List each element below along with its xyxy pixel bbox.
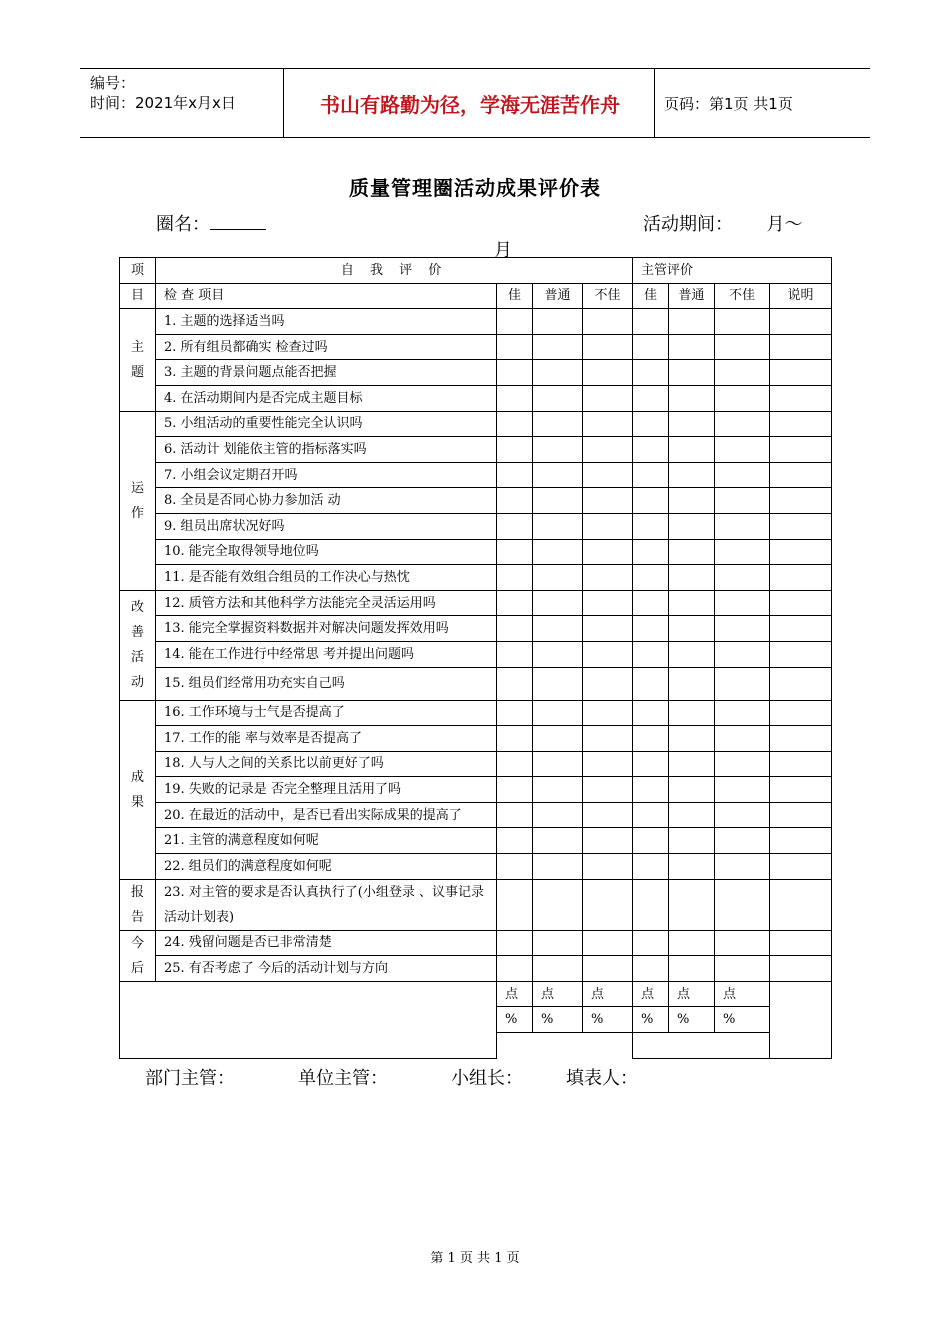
category-future (120, 930, 156, 981)
score-cell[interactable] (633, 930, 669, 956)
circle-name-blank (210, 211, 266, 230)
score-cell[interactable] (583, 411, 633, 437)
table-row (120, 956, 832, 982)
score-cell[interactable] (583, 828, 633, 854)
score-cell[interactable] (533, 930, 583, 956)
score-cell[interactable] (669, 828, 715, 854)
check-item: 13. 能完全掌握资料数据并对解决问题发挥效用吗 (156, 616, 497, 642)
score-cell[interactable] (633, 879, 669, 930)
score-cell[interactable] (583, 309, 633, 335)
table-row (120, 641, 832, 667)
score-cell[interactable] (533, 616, 583, 642)
score-cell[interactable] (583, 437, 633, 463)
check-item: 1. 主题的选择适当吗 (156, 309, 497, 335)
check-item: 22. 组员们的满意程度如何呢 (156, 854, 497, 880)
document-header (80, 68, 870, 138)
score-cell[interactable] (669, 667, 715, 700)
table-row (120, 879, 832, 930)
score-cell[interactable] (583, 565, 633, 591)
category-char: 善 (130, 625, 144, 641)
table-row (120, 802, 832, 828)
score-cell[interactable] (583, 590, 633, 616)
remark-cell[interactable] (770, 828, 832, 854)
score-cell[interactable] (669, 539, 715, 565)
score-cell[interactable] (583, 930, 633, 956)
category-char: 作 (130, 505, 144, 521)
score-cell[interactable] (583, 488, 633, 514)
score-cell[interactable] (669, 590, 715, 616)
remark-cell[interactable] (770, 309, 832, 335)
remark-cell[interactable] (770, 616, 832, 642)
score-cell[interactable] (497, 879, 533, 930)
check-item: 18. 人与人之间的关系比以前更好了吗 (156, 751, 497, 777)
table-row (120, 309, 832, 335)
period-month-start: 月～ (766, 214, 803, 235)
score-cell[interactable] (669, 437, 715, 463)
score-cell[interactable] (715, 385, 770, 411)
check-items-header: 检 查 项目 (156, 283, 497, 309)
page-footer: 第 1 页 共 1 页 (430, 1251, 520, 1266)
score-cell[interactable] (633, 956, 669, 982)
table-row (120, 462, 832, 488)
score-cell[interactable] (715, 726, 770, 752)
score-cell[interactable] (633, 777, 669, 803)
totals-blank (120, 981, 497, 1058)
table-row (120, 726, 832, 752)
check-item: 16. 工作环境与士气是否提高了 (156, 700, 497, 726)
activity-period-field (643, 210, 802, 236)
mgr-good-points[interactable]: 点 (633, 981, 669, 1007)
table-row (120, 437, 832, 463)
score-cell[interactable] (633, 565, 669, 591)
table-row (120, 930, 832, 956)
score-cell[interactable] (533, 590, 583, 616)
score-cell[interactable] (669, 385, 715, 411)
score-cell[interactable] (497, 385, 533, 411)
score-cell[interactable] (633, 488, 669, 514)
score-cell[interactable] (497, 641, 533, 667)
self-normal-points[interactable]: 点 (533, 981, 583, 1007)
category-char: 改 (130, 600, 144, 616)
score-cell[interactable] (715, 616, 770, 642)
score-cell[interactable] (669, 751, 715, 777)
score-cell[interactable] (715, 437, 770, 463)
score-cell[interactable] (497, 513, 533, 539)
score-cell[interactable] (633, 539, 669, 565)
project-header-bottom: 目 (120, 283, 156, 309)
score-cell[interactable] (669, 309, 715, 335)
table-row (120, 616, 832, 642)
remark-cell[interactable] (770, 930, 832, 956)
score-cell[interactable] (669, 854, 715, 880)
remark-cell[interactable] (770, 513, 832, 539)
score-cell[interactable] (669, 802, 715, 828)
time-label: 时间：2021年x月x日 (90, 94, 236, 112)
category-operation (120, 411, 156, 590)
score-cell[interactable] (583, 956, 633, 982)
category-char: 告 (130, 909, 144, 925)
score-cell[interactable] (669, 930, 715, 956)
score-cell[interactable] (533, 565, 583, 591)
score-cell[interactable] (669, 879, 715, 930)
remark-cell[interactable] (770, 488, 832, 514)
score-cell[interactable] (715, 411, 770, 437)
mgr-grade-normal: 普通 (669, 283, 715, 309)
category-report (120, 879, 156, 930)
score-cell[interactable] (669, 700, 715, 726)
score-cell[interactable] (533, 726, 583, 752)
score-cell[interactable] (533, 539, 583, 565)
self-good-percent[interactable]: % (497, 1007, 533, 1033)
score-cell[interactable] (633, 616, 669, 642)
category-char: 报 (130, 884, 144, 900)
score-cell[interactable] (533, 385, 583, 411)
activity-period-label: 活动期间： (643, 214, 733, 235)
score-cell[interactable] (715, 802, 770, 828)
score-cell[interactable] (497, 462, 533, 488)
score-cell[interactable] (497, 777, 533, 803)
table-row (120, 488, 832, 514)
score-cell[interactable] (583, 751, 633, 777)
score-cell[interactable] (533, 777, 583, 803)
score-cell[interactable] (497, 539, 533, 565)
table-row (120, 828, 832, 854)
totals-points-row (120, 981, 832, 1007)
period-month-end: 月 (494, 240, 512, 261)
check-item: 15. 组员们经常用功充实自己吗 (156, 667, 497, 700)
score-cell[interactable] (715, 334, 770, 360)
category-topic (120, 309, 156, 411)
score-cell[interactable] (497, 437, 533, 463)
score-cell[interactable] (533, 956, 583, 982)
category-improvement (120, 590, 156, 700)
group-leader-signature: 小组长： (451, 1068, 523, 1089)
score-cell[interactable] (533, 360, 583, 386)
score-cell[interactable] (497, 360, 533, 386)
score-cell[interactable] (633, 641, 669, 667)
score-cell[interactable] (669, 565, 715, 591)
score-cell[interactable] (497, 726, 533, 752)
score-cell[interactable] (633, 334, 669, 360)
score-cell[interactable] (715, 777, 770, 803)
self-bad-points[interactable]: 点 (583, 981, 633, 1007)
check-item: 21. 主管的满意程度如何呢 (156, 828, 497, 854)
score-cell[interactable] (583, 360, 633, 386)
score-cell[interactable] (583, 641, 633, 667)
remark-cell[interactable] (770, 360, 832, 386)
self-good-points[interactable]: 点 (497, 981, 533, 1007)
score-cell[interactable] (715, 751, 770, 777)
score-cell[interactable] (715, 700, 770, 726)
score-cell[interactable] (633, 590, 669, 616)
self-normal-percent[interactable]: % (533, 1007, 583, 1033)
score-cell[interactable] (497, 956, 533, 982)
check-item: 3. 主题的背景问题点能否把握 (156, 360, 497, 386)
table-row (120, 777, 832, 803)
score-cell[interactable] (533, 309, 583, 335)
score-cell[interactable] (497, 751, 533, 777)
category-result (120, 700, 156, 879)
score-cell[interactable] (497, 411, 533, 437)
remark-cell[interactable] (770, 641, 832, 667)
score-cell[interactable] (533, 828, 583, 854)
category-char: 运 (130, 480, 144, 496)
self-grade-normal: 普通 (533, 283, 583, 309)
remark-cell[interactable] (770, 700, 832, 726)
score-cell[interactable] (533, 667, 583, 700)
check-item: 2. 所有组员都确实 检查过吗 (156, 334, 497, 360)
remark-cell[interactable] (770, 726, 832, 752)
remark-cell[interactable] (770, 334, 832, 360)
table-row (120, 565, 832, 591)
remark-cell[interactable] (770, 437, 832, 463)
score-cell[interactable] (533, 462, 583, 488)
table-row (120, 411, 832, 437)
score-cell[interactable] (715, 879, 770, 930)
table-header-row (120, 258, 832, 284)
score-cell[interactable] (583, 854, 633, 880)
remark-cell[interactable] (770, 565, 832, 591)
header-motto: 书山有路勤为径，学海无涯苦作舟 (320, 93, 620, 117)
score-cell[interactable] (583, 385, 633, 411)
totals-remark[interactable] (770, 981, 832, 1058)
project-header-top: 项 (120, 258, 156, 284)
check-item: 25. 有否考虑了 今后的活动计划与方向 (156, 956, 497, 982)
circle-name-label: 圈名： (156, 214, 210, 235)
score-cell[interactable] (533, 641, 583, 667)
score-cell[interactable] (497, 488, 533, 514)
score-cell[interactable] (633, 802, 669, 828)
check-item: 11. 是否能有效组合组员的工作决心与热忱 (156, 565, 497, 591)
score-cell[interactable] (669, 641, 715, 667)
score-cell[interactable] (715, 565, 770, 591)
remark-cell[interactable] (770, 777, 832, 803)
score-cell[interactable] (497, 930, 533, 956)
table-row (120, 334, 832, 360)
score-cell[interactable] (669, 488, 715, 514)
score-cell[interactable] (669, 334, 715, 360)
remark-cell[interactable] (770, 590, 832, 616)
page-title: 质量管理圈活动成果评价表 (349, 176, 601, 200)
score-cell[interactable] (533, 751, 583, 777)
check-item: 12. 质管方法和其他科学方法能完全灵活运用吗 (156, 590, 497, 616)
score-cell[interactable] (533, 700, 583, 726)
score-cell[interactable] (533, 334, 583, 360)
remark-cell[interactable] (770, 802, 832, 828)
score-cell[interactable] (497, 616, 533, 642)
check-item: 6. 活动计 划能依主管的指标落实吗 (156, 437, 497, 463)
score-cell[interactable] (633, 700, 669, 726)
score-cell[interactable] (715, 956, 770, 982)
check-item: 4. 在活动期间内是否完成主题目标 (156, 385, 497, 411)
score-cell[interactable] (633, 309, 669, 335)
category-char: 动 (130, 675, 144, 691)
remark-cell[interactable] (770, 879, 832, 930)
score-cell[interactable] (533, 879, 583, 930)
score-cell[interactable] (583, 700, 633, 726)
table-row (120, 751, 832, 777)
table-row (120, 854, 832, 880)
check-item: 14. 能在工作进行中经常思 考并提出问题吗 (156, 641, 497, 667)
score-cell[interactable] (533, 437, 583, 463)
check-item: 8. 全员是否同心协力参加活 动 (156, 488, 497, 514)
score-cell[interactable] (715, 360, 770, 386)
score-cell[interactable] (533, 411, 583, 437)
table-row (120, 590, 832, 616)
score-cell[interactable] (669, 616, 715, 642)
score-cell[interactable] (715, 462, 770, 488)
score-cell[interactable] (715, 590, 770, 616)
self-total-blank (497, 1033, 633, 1059)
score-cell[interactable] (497, 828, 533, 854)
self-grade-good: 佳 (497, 283, 533, 309)
remark-cell[interactable] (770, 539, 832, 565)
mgr-grade-good: 佳 (633, 283, 669, 309)
score-cell[interactable] (633, 462, 669, 488)
remark-cell[interactable] (770, 462, 832, 488)
score-cell[interactable] (669, 411, 715, 437)
unit-manager-signature: 单位主管： (298, 1068, 388, 1089)
score-cell[interactable] (497, 590, 533, 616)
table-row (120, 667, 832, 700)
mgr-normal-points[interactable]: 点 (669, 981, 715, 1007)
check-item: 9. 组员出席状况好吗 (156, 513, 497, 539)
mgr-good-percent[interactable]: % (633, 1007, 669, 1033)
score-cell[interactable] (583, 726, 633, 752)
score-cell[interactable] (533, 488, 583, 514)
table-row (120, 513, 832, 539)
score-cell[interactable] (497, 802, 533, 828)
category-char: 题 (130, 364, 144, 380)
filler-signature: 填表人： (566, 1068, 638, 1089)
score-cell[interactable] (633, 726, 669, 752)
score-cell[interactable] (497, 309, 533, 335)
check-item: 17. 工作的能 率与效率是否提高了 (156, 726, 497, 752)
score-cell[interactable] (633, 854, 669, 880)
score-cell[interactable] (497, 700, 533, 726)
score-cell[interactable] (583, 777, 633, 803)
score-cell[interactable] (633, 667, 669, 700)
score-cell[interactable] (669, 513, 715, 539)
check-item: 19. 失败的记录是 否完全整理且活用了吗 (156, 777, 497, 803)
remark-cell[interactable] (770, 751, 832, 777)
category-char: 活 (130, 650, 144, 666)
remark-cell[interactable] (770, 667, 832, 700)
check-item: 10. 能完全取得领导地位吗 (156, 539, 497, 565)
score-cell[interactable] (497, 334, 533, 360)
category-char: 成 (130, 769, 144, 785)
score-cell[interactable] (633, 411, 669, 437)
score-cell[interactable] (715, 828, 770, 854)
score-cell[interactable] (497, 854, 533, 880)
score-cell[interactable] (715, 488, 770, 514)
score-cell[interactable] (583, 879, 633, 930)
score-cell[interactable] (583, 513, 633, 539)
mgr-normal-percent[interactable]: % (669, 1007, 715, 1033)
score-cell[interactable] (583, 802, 633, 828)
mgr-grade-bad: 不佳 (715, 283, 770, 309)
header-meta (90, 73, 236, 113)
score-cell[interactable] (669, 726, 715, 752)
score-cell[interactable] (533, 802, 583, 828)
evaluation-table (119, 257, 832, 1059)
score-cell[interactable] (633, 385, 669, 411)
self-eval-header: 自 我 评 价 (156, 258, 633, 284)
table-row (120, 385, 832, 411)
dept-manager-signature: 部门主管： (145, 1068, 235, 1089)
category-char: 后 (130, 960, 144, 976)
check-item: 24. 残留问题是否已非常清楚 (156, 930, 497, 956)
score-cell[interactable] (533, 854, 583, 880)
score-cell[interactable] (497, 667, 533, 700)
score-cell[interactable] (715, 667, 770, 700)
check-item: 5. 小组活动的重要性能完全认识吗 (156, 411, 497, 437)
score-cell[interactable] (715, 309, 770, 335)
score-cell[interactable] (583, 616, 633, 642)
score-cell[interactable] (669, 777, 715, 803)
page-info: 页码：第1页 共1页 (664, 95, 793, 113)
score-cell[interactable] (669, 360, 715, 386)
score-cell[interactable] (583, 462, 633, 488)
table-subheader-row (120, 283, 832, 309)
score-cell[interactable] (633, 828, 669, 854)
manager-eval-header: 主管评价 (633, 258, 832, 284)
score-cell[interactable] (715, 854, 770, 880)
category-char: 果 (130, 794, 144, 810)
mgr-bad-points[interactable]: 点 (715, 981, 770, 1007)
remark-cell[interactable] (770, 854, 832, 880)
score-cell[interactable] (715, 930, 770, 956)
score-cell[interactable] (669, 956, 715, 982)
check-item: 20. 在最近的活动中，是否已看出实际成果的提高了 (156, 802, 497, 828)
table-row (120, 360, 832, 386)
check-item: 7. 小组会议定期召开吗 (156, 462, 497, 488)
remark-cell[interactable] (770, 411, 832, 437)
score-cell[interactable] (669, 462, 715, 488)
score-cell[interactable] (633, 437, 669, 463)
mgr-total-blank[interactable] (633, 1033, 770, 1059)
score-cell[interactable] (633, 360, 669, 386)
score-cell[interactable] (497, 565, 533, 591)
score-cell[interactable] (533, 513, 583, 539)
category-char: 主 (130, 339, 144, 355)
number-label: 编号： (90, 74, 136, 92)
score-cell[interactable] (583, 334, 633, 360)
table-row (120, 539, 832, 565)
remark-header: 说明 (770, 283, 832, 309)
score-cell[interactable] (583, 539, 633, 565)
check-item: 23. 对主管的要求是否认真执行了(小组登录 、议事记录活动计划表) (156, 879, 497, 930)
table-row (120, 700, 832, 726)
self-grade-bad: 不佳 (583, 283, 633, 309)
self-bad-percent[interactable]: % (583, 1007, 633, 1033)
score-cell[interactable] (715, 641, 770, 667)
remark-cell[interactable] (770, 385, 832, 411)
score-cell[interactable] (715, 539, 770, 565)
category-char: 今 (130, 935, 144, 951)
circle-name-field (156, 210, 266, 236)
score-cell[interactable] (633, 513, 669, 539)
mgr-bad-percent[interactable]: % (715, 1007, 770, 1033)
remark-cell[interactable] (770, 956, 832, 982)
score-cell[interactable] (583, 667, 633, 700)
score-cell[interactable] (633, 751, 669, 777)
score-cell[interactable] (715, 513, 770, 539)
